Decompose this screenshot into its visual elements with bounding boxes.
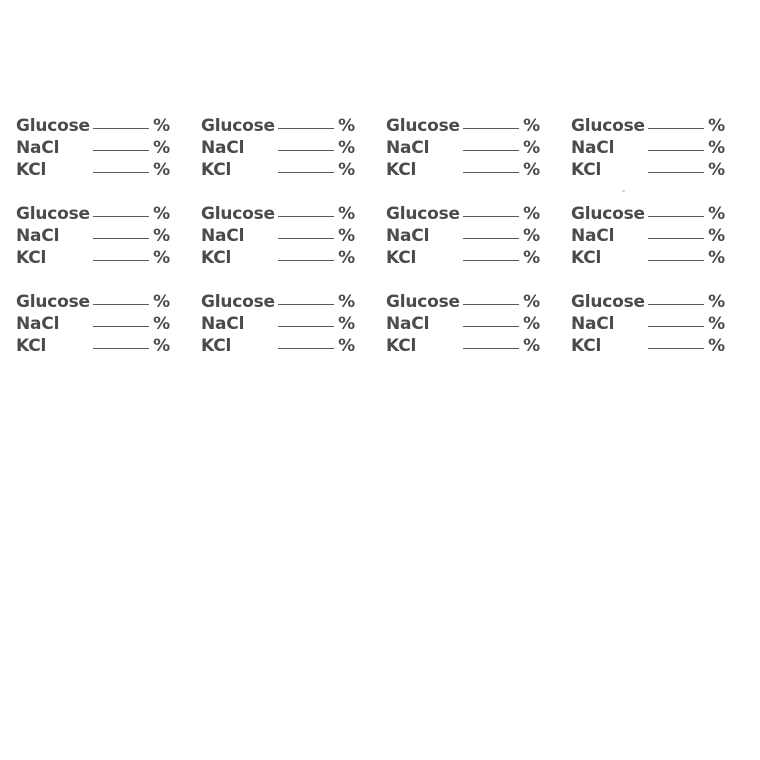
label-name: NaCl xyxy=(16,138,60,158)
label-block xyxy=(386,204,546,270)
label-name: NaCl xyxy=(201,138,245,158)
label-row-nacl xyxy=(16,314,176,336)
label-row-glucose xyxy=(201,292,361,314)
label-name: KCl xyxy=(571,160,602,180)
label-row-kcl xyxy=(571,248,731,270)
label-row-nacl xyxy=(201,138,361,160)
percent-unit: % xyxy=(708,314,725,334)
label-block xyxy=(201,292,361,358)
fill-in-blank xyxy=(93,128,149,129)
label-name: KCl xyxy=(201,248,232,268)
percent-unit: % xyxy=(153,336,170,356)
percent-unit: % xyxy=(523,314,540,334)
percent-unit: % xyxy=(523,226,540,246)
percent-unit: % xyxy=(708,336,725,356)
label-row-nacl xyxy=(386,226,546,248)
label-block xyxy=(16,292,176,358)
label-name: Glucose xyxy=(16,292,90,312)
fill-in-blank xyxy=(463,216,519,217)
fill-in-blank xyxy=(278,172,334,173)
percent-unit: % xyxy=(338,248,355,268)
fill-in-blank xyxy=(463,304,519,305)
fill-in-blank xyxy=(648,150,704,151)
fill-in-blank xyxy=(278,216,334,217)
label-name: NaCl xyxy=(386,226,430,246)
fill-in-blank xyxy=(278,128,334,129)
label-name: Glucose xyxy=(201,204,275,224)
percent-unit: % xyxy=(523,160,540,180)
label-row-glucose xyxy=(201,116,361,138)
label-name: Glucose xyxy=(571,204,645,224)
label-name: NaCl xyxy=(386,314,430,334)
fill-in-blank xyxy=(93,326,149,327)
label-row-kcl xyxy=(571,336,731,358)
label-row-kcl xyxy=(386,248,546,270)
label-sheet xyxy=(0,106,760,356)
label-name: KCl xyxy=(386,248,417,268)
percent-unit: % xyxy=(153,248,170,268)
fill-in-blank xyxy=(278,150,334,151)
fill-in-blank xyxy=(93,172,149,173)
label-row-kcl xyxy=(16,336,176,358)
label-row-kcl xyxy=(16,248,176,270)
label-row-glucose xyxy=(386,292,546,314)
label-row-glucose xyxy=(571,204,731,226)
label-row-nacl xyxy=(16,226,176,248)
percent-unit: % xyxy=(708,226,725,246)
fill-in-blank xyxy=(463,348,519,349)
label-row-kcl xyxy=(571,160,731,182)
label-name: NaCl xyxy=(571,138,615,158)
label-name: Glucose xyxy=(201,292,275,312)
fill-in-blank xyxy=(93,348,149,349)
label-name: KCl xyxy=(571,336,602,356)
label-row-glucose xyxy=(386,204,546,226)
label-row-nacl xyxy=(16,138,176,160)
label-name: Glucose xyxy=(386,292,460,312)
label-block xyxy=(386,116,546,182)
percent-unit: % xyxy=(153,226,170,246)
paper-speck xyxy=(622,190,625,192)
label-name: KCl xyxy=(201,160,232,180)
label-name: NaCl xyxy=(201,226,245,246)
fill-in-blank xyxy=(648,216,704,217)
fill-in-blank xyxy=(93,216,149,217)
percent-unit: % xyxy=(153,116,170,136)
label-row-kcl xyxy=(201,336,361,358)
percent-unit: % xyxy=(708,138,725,158)
label-name: NaCl xyxy=(201,314,245,334)
label-name: KCl xyxy=(386,160,417,180)
label-row-nacl xyxy=(201,226,361,248)
label-row-glucose xyxy=(16,116,176,138)
percent-unit: % xyxy=(708,116,725,136)
percent-unit: % xyxy=(153,314,170,334)
fill-in-blank xyxy=(463,260,519,261)
label-row-nacl xyxy=(571,226,731,248)
label-name: NaCl xyxy=(16,314,60,334)
label-row-glucose xyxy=(571,116,731,138)
percent-unit: % xyxy=(523,248,540,268)
percent-unit: % xyxy=(338,314,355,334)
percent-unit: % xyxy=(338,160,355,180)
fill-in-blank xyxy=(463,238,519,239)
label-name: KCl xyxy=(201,336,232,356)
label-row-kcl xyxy=(16,160,176,182)
label-name: KCl xyxy=(571,248,602,268)
label-name: Glucose xyxy=(386,204,460,224)
fill-in-blank xyxy=(648,238,704,239)
fill-in-blank xyxy=(278,260,334,261)
label-name: Glucose xyxy=(16,116,90,136)
label-block xyxy=(571,292,731,358)
label-name: KCl xyxy=(386,336,417,356)
label-name: Glucose xyxy=(201,116,275,136)
label-name: NaCl xyxy=(571,314,615,334)
label-block xyxy=(571,204,731,270)
percent-unit: % xyxy=(153,138,170,158)
fill-in-blank xyxy=(93,260,149,261)
label-name: KCl xyxy=(16,160,47,180)
label-block xyxy=(16,116,176,182)
percent-unit: % xyxy=(338,226,355,246)
fill-in-blank xyxy=(648,260,704,261)
label-block xyxy=(201,116,361,182)
fill-in-blank xyxy=(648,348,704,349)
label-block xyxy=(386,292,546,358)
label-row-glucose xyxy=(16,292,176,314)
percent-unit: % xyxy=(523,336,540,356)
percent-unit: % xyxy=(523,138,540,158)
percent-unit: % xyxy=(338,204,355,224)
percent-unit: % xyxy=(338,138,355,158)
label-row-glucose xyxy=(386,116,546,138)
percent-unit: % xyxy=(153,292,170,312)
label-row-nacl xyxy=(386,314,546,336)
percent-unit: % xyxy=(708,204,725,224)
label-name: Glucose xyxy=(571,292,645,312)
fill-in-blank xyxy=(463,128,519,129)
label-name: NaCl xyxy=(16,226,60,246)
label-row-nacl xyxy=(571,314,731,336)
label-row-kcl xyxy=(386,336,546,358)
fill-in-blank xyxy=(278,348,334,349)
label-row-nacl xyxy=(386,138,546,160)
label-block xyxy=(16,204,176,270)
percent-unit: % xyxy=(338,116,355,136)
fill-in-blank xyxy=(93,238,149,239)
label-name: KCl xyxy=(16,248,47,268)
label-row-nacl xyxy=(201,314,361,336)
label-row-glucose xyxy=(571,292,731,314)
percent-unit: % xyxy=(708,160,725,180)
label-name: Glucose xyxy=(16,204,90,224)
fill-in-blank xyxy=(93,150,149,151)
fill-in-blank xyxy=(648,172,704,173)
label-block xyxy=(571,116,731,182)
fill-in-blank xyxy=(278,238,334,239)
percent-unit: % xyxy=(523,116,540,136)
label-name: Glucose xyxy=(386,116,460,136)
label-row-kcl xyxy=(386,160,546,182)
fill-in-blank xyxy=(278,326,334,327)
label-name: NaCl xyxy=(571,226,615,246)
fill-in-blank xyxy=(648,304,704,305)
label-grid xyxy=(16,116,731,358)
percent-unit: % xyxy=(708,248,725,268)
fill-in-blank xyxy=(463,172,519,173)
percent-unit: % xyxy=(708,292,725,312)
percent-unit: % xyxy=(338,336,355,356)
percent-unit: % xyxy=(153,204,170,224)
fill-in-blank xyxy=(93,304,149,305)
fill-in-blank xyxy=(463,150,519,151)
percent-unit: % xyxy=(523,292,540,312)
label-row-nacl xyxy=(571,138,731,160)
label-row-glucose xyxy=(16,204,176,226)
percent-unit: % xyxy=(338,292,355,312)
fill-in-blank xyxy=(648,128,704,129)
label-name: NaCl xyxy=(386,138,430,158)
label-row-glucose xyxy=(201,204,361,226)
label-block xyxy=(201,204,361,270)
fill-in-blank xyxy=(278,304,334,305)
fill-in-blank xyxy=(463,326,519,327)
label-name: KCl xyxy=(16,336,47,356)
fill-in-blank xyxy=(648,326,704,327)
label-name: Glucose xyxy=(571,116,645,136)
percent-unit: % xyxy=(153,160,170,180)
percent-unit: % xyxy=(523,204,540,224)
label-row-kcl xyxy=(201,160,361,182)
label-row-kcl xyxy=(201,248,361,270)
